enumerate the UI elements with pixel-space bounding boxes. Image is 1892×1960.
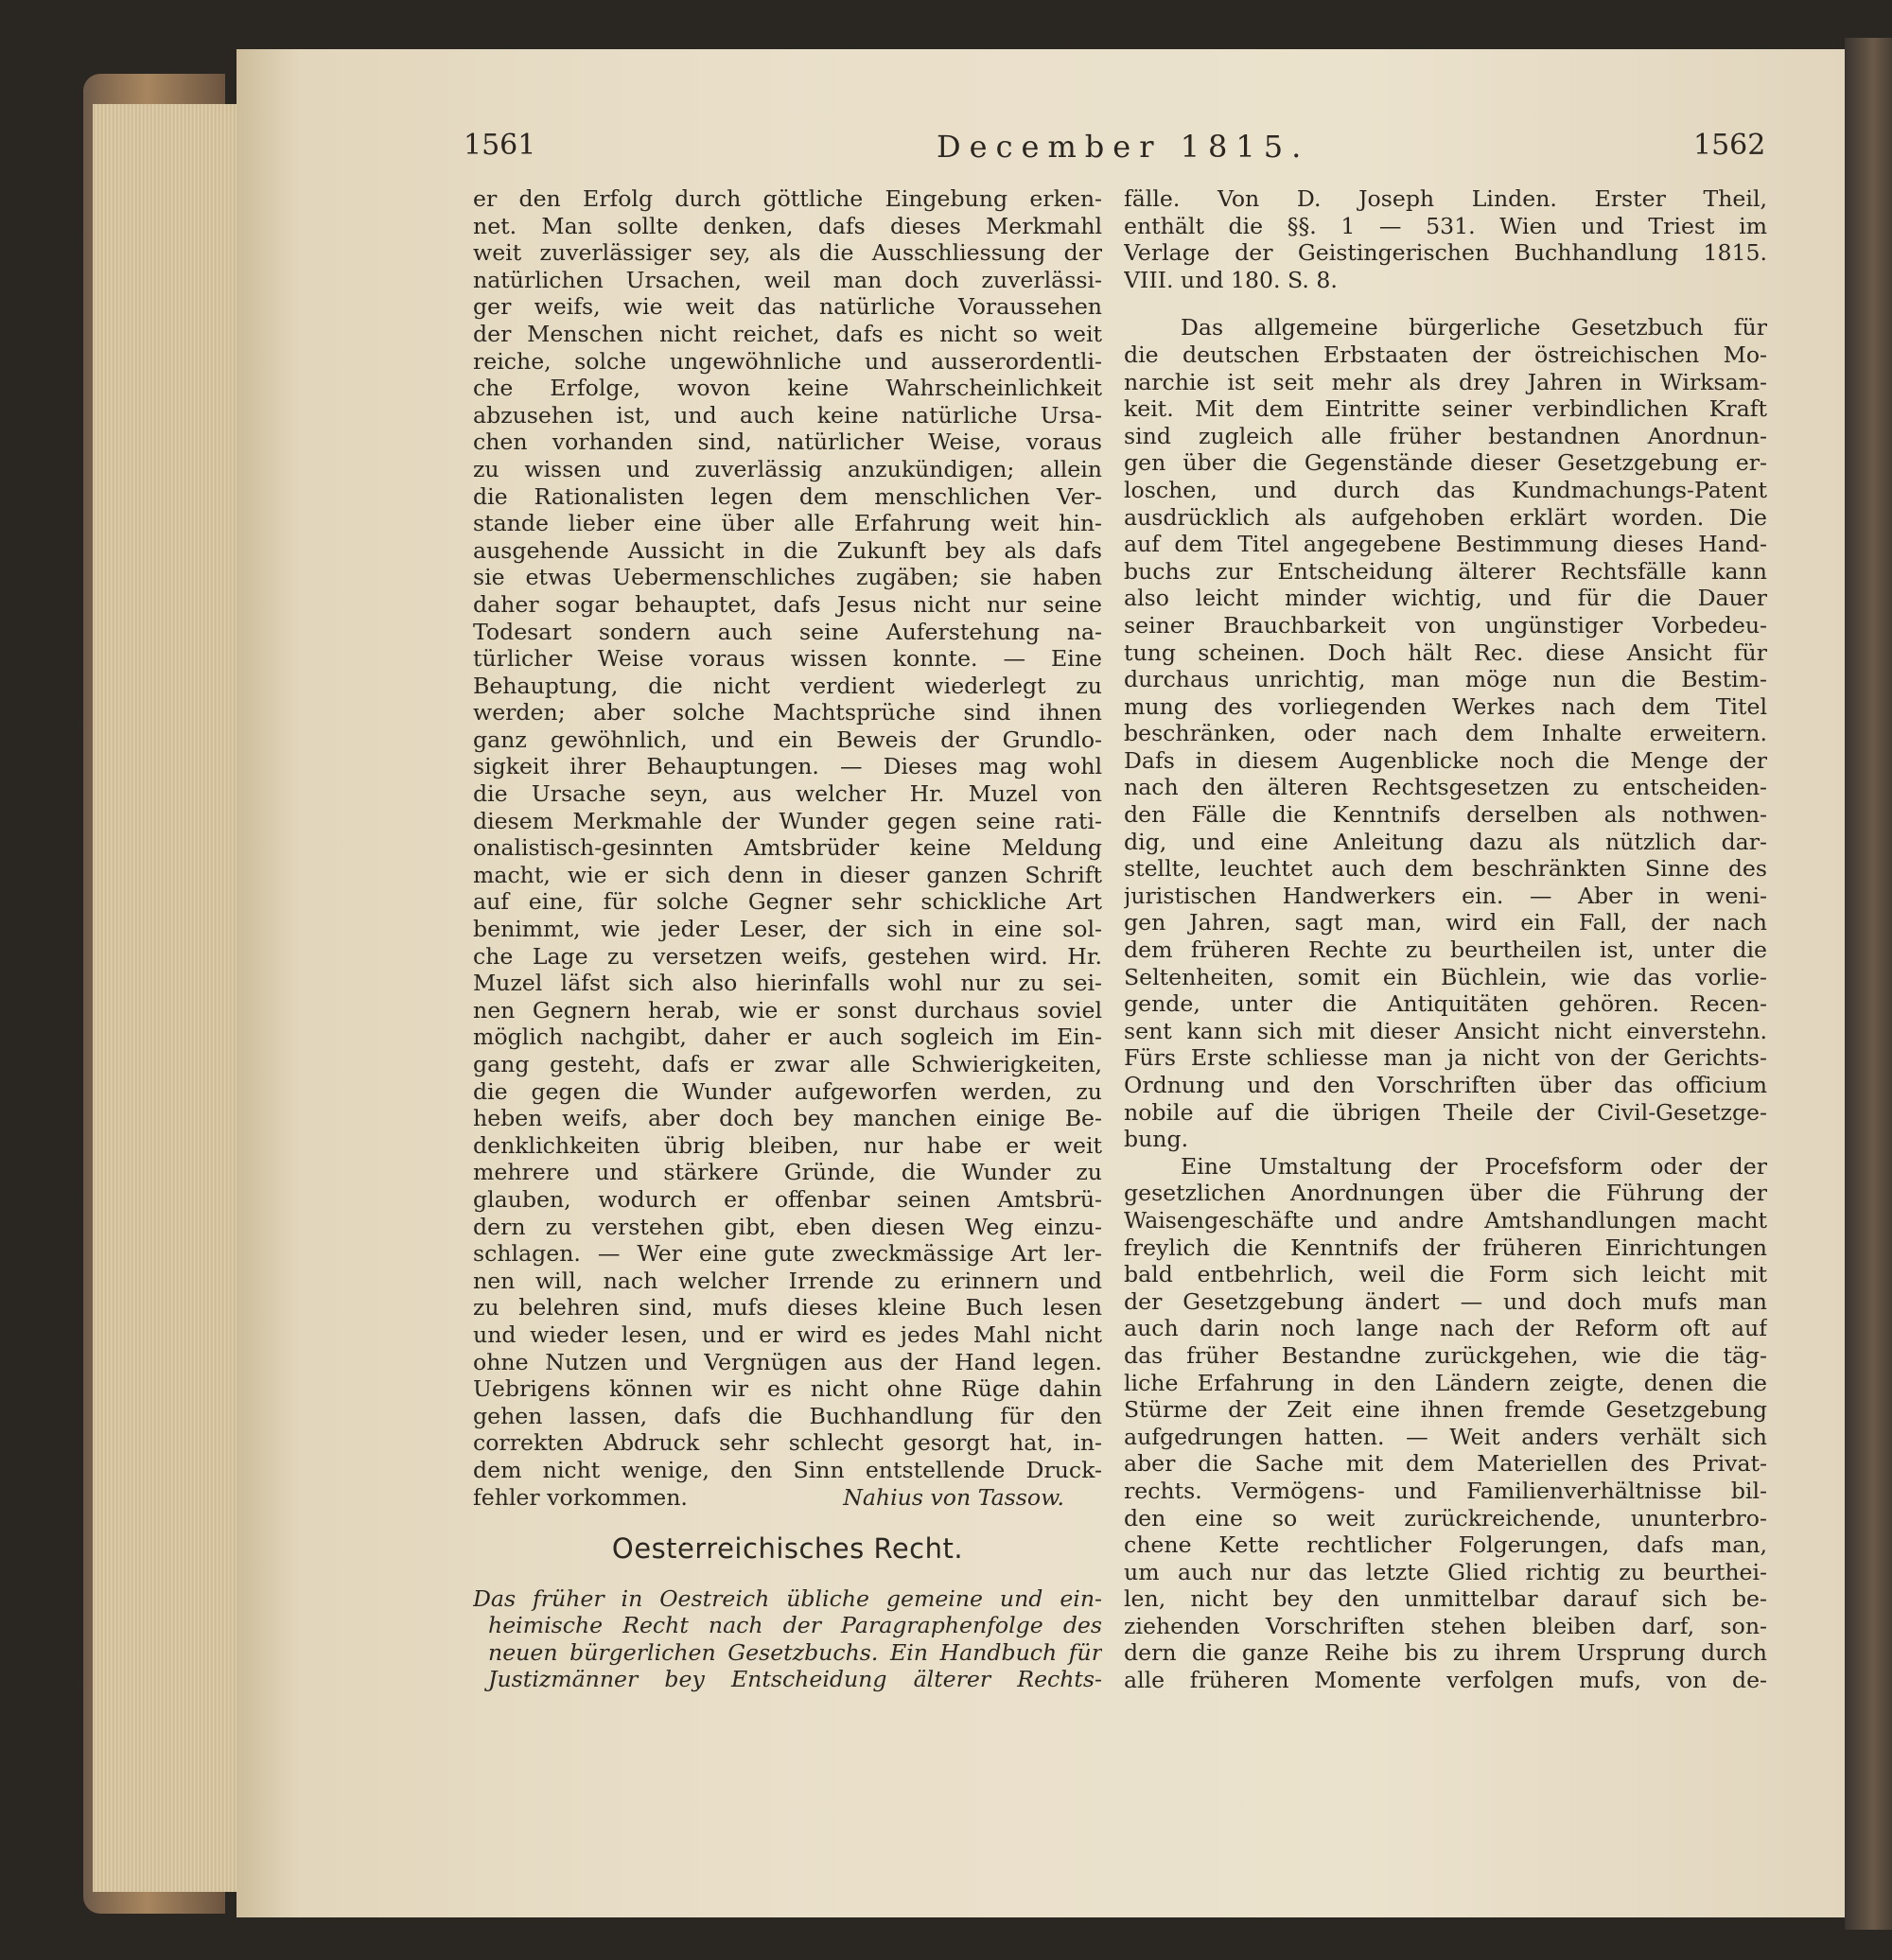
- text-line: Todesart sondern auch seine Auferstehung na-: [473, 618, 1102, 645]
- text-line: gesetzlichen Anordnungen über die Führung der: [1124, 1180, 1767, 1207]
- text-line: das früher Bestandne zurückgehen, wie die täg-: [1124, 1341, 1767, 1369]
- text-line: schlagen. — Wer eine gute zweckmässige Art ler-: [473, 1240, 1102, 1268]
- text-line: ziehenden Vorschriften stehen bleiben darf, son-: [1124, 1612, 1767, 1639]
- text-line: narchie ist seit mehr als drey Jahren in Wirksam-: [1124, 368, 1767, 395]
- right-column: [1124, 185, 1767, 1694]
- paragraph-2: [1124, 1153, 1767, 1694]
- text-line: werden; aber solche Machtsprüche sind ihnen: [473, 699, 1102, 726]
- text-line: buchs zur Entscheidung älterer Rechtsfälle kann: [1124, 557, 1767, 585]
- text-line: daher sogar behauptet, dafs Jesus nicht nur seine: [473, 590, 1102, 618]
- text-line: Muzel läfst sich also hierinfalls wohl nur zu sei-: [473, 970, 1102, 997]
- title-line: fälle. Von D. Joseph Linden. Erster Theil,: [1124, 185, 1767, 212]
- text-line: möglich nachgibt, daher er auch sogleich im Ein-: [473, 1024, 1102, 1051]
- text-line: heben weifs, aber doch bey manchen einige Be-: [473, 1105, 1102, 1132]
- book-title-left: [473, 1585, 1102, 1693]
- title-line: Justizmänner bey Entscheidung älterer Rechts-: [488, 1666, 1102, 1693]
- text-line: sind zugleich alle früher bestandnen Anordnun-: [1124, 422, 1767, 449]
- title-line: neuen bürgerlichen Gesetzbuchs. Ein Handbuch für: [488, 1638, 1102, 1666]
- text-line: che Erfolge, wovon keine Wahrscheinlichkeit: [473, 375, 1102, 402]
- text-line: stande lieber eine über alle Erfahrung weit hin-: [473, 510, 1102, 537]
- text-line: zu belehren sind, mufs dieses kleine Buch lesen: [473, 1294, 1102, 1321]
- title-line: Verlage der Geistingerischen Buchhandlung 1815.: [1124, 239, 1767, 267]
- text-line: freylich die Kenntnifs der früheren Einrichtungen: [1124, 1234, 1767, 1261]
- text-line: Stürme der Zeit eine ihnen fremde Gesetzgebung: [1124, 1396, 1767, 1424]
- text-line: aber die Sache mit dem Materiellen des Privat-: [1124, 1450, 1767, 1478]
- section-heading: Oesterreichisches Recht.: [611, 1532, 964, 1566]
- text-line: loschen, und durch das Kundmachungs-Patent: [1124, 476, 1767, 503]
- text-line: den Fälle die Kenntnifs derselben als nothwen-: [1124, 801, 1767, 829]
- text-line: türlicher Weise voraus wissen konnte. — Eine: [473, 645, 1102, 673]
- text-line: stellte, leuchtet auch dem beschränkten Sinne des: [1124, 855, 1767, 883]
- text-line: [473, 1484, 1102, 1512]
- text-line: benimmt, wie jeder Leser, der sich in eine sol-: [473, 916, 1102, 943]
- text-line: gang gesteht, dafs er zwar alle Schwierigkeiten,: [473, 1051, 1102, 1077]
- text-line: Seltenheiten, somit ein Büchlein, wie das vorlie-: [1124, 963, 1767, 990]
- text-line: gen Jahren, sagt man, wird ein Fall, der nach: [1124, 909, 1767, 936]
- text-line: nach den älteren Rechtsgesetzen zu entscheiden-: [1124, 774, 1767, 801]
- text-line: gehen lassen, dafs die Buchhandlung für den: [473, 1402, 1102, 1429]
- text-line: auf dem Titel angegebene Bestimmung dieses Hand-: [1124, 531, 1767, 558]
- text-line: ger weifs, wie weit das natürliche Voraussehen: [473, 293, 1102, 321]
- text-line: correkten Abdruck sehr schlecht gesorgt hat, in-: [473, 1429, 1102, 1457]
- text-line: macht, wie er sich denn in dieser ganzen Schrift: [473, 861, 1102, 888]
- text-line: der Gesetzgebung ändert — und doch mufs man: [1124, 1287, 1767, 1315]
- title-line: enthält die §§. 1 — 531. Wien und Triest im: [1124, 212, 1767, 239]
- book-right-edge: [1845, 38, 1892, 1930]
- page-number-right: 1562: [1693, 129, 1766, 162]
- text-line: die Ursache seyn, aus welcher Hr. Muzel von: [473, 780, 1102, 808]
- text-line: auf eine, für solche Gegner sehr schickliche Art: [473, 888, 1102, 916]
- text-line: nen Gegnern herab, wie er sonst durchaus soviel: [473, 996, 1102, 1024]
- title-line: VIII. und 180. S. 8.: [1124, 266, 1338, 293]
- text-line: den eine so weit zurückreichende, ununterbro-: [1124, 1504, 1767, 1531]
- text-line: auch darin noch lange nach der Reform oft auf: [1124, 1315, 1767, 1342]
- text-line: che Lage zu versetzen weifs, gestehen wird. Hr.: [473, 942, 1102, 970]
- text-line: abzusehen ist, und auch keine natürliche Ursa-: [473, 401, 1102, 429]
- closing-line: fehler vorkommen.: [473, 1483, 688, 1511]
- text-line: liche Erfahrung in den Ländern zeigte, denen die: [1124, 1369, 1767, 1396]
- text-line: bald entbehrlich, weil die Form sich leicht mit: [1124, 1261, 1767, 1288]
- text-line: len, nicht bey den unmittelbar darauf sich be-: [1124, 1585, 1767, 1613]
- paragraph-1: [1124, 314, 1767, 1152]
- text-line: also leicht minder wichtig, und für die Dauer: [1124, 585, 1767, 612]
- text-line: net. Man sollte denken, dafs dieses Merkmahl: [473, 212, 1102, 239]
- text-line: natürlichen Ursachen, weil man doch zuverlässi-: [473, 266, 1102, 293]
- text-line: die gegen die Wunder aufgeworfen werden, zu: [473, 1077, 1102, 1105]
- text-line: chen vorhanden sind, natürlicher Weise, voraus: [473, 429, 1102, 456]
- text-line: aufgedrungen hatten. — Weit anders verhält sich: [1124, 1423, 1767, 1450]
- running-title: December 1815.: [937, 129, 1310, 165]
- text-line: nobile auf die übrigen Theile der Civil-Gesetzge-: [1124, 1098, 1767, 1126]
- book-page: [236, 49, 1845, 1917]
- text-line: ohne Nutzen und Vergnügen aus der Hand legen.: [473, 1348, 1102, 1375]
- text-line: Uebrigens können wir es nicht ohne Rüge dahin: [473, 1375, 1102, 1403]
- text-line: dem nicht wenige, den Sinn entstellende Druck-: [473, 1456, 1102, 1483]
- text-line: Das allgemeine bürgerliche Gesetzbuch für: [1181, 314, 1767, 341]
- text-line: dem früheren Rechte zu beurtheilen ist, unter die: [1124, 936, 1767, 964]
- text-line: juristischen Handwerkers ein. — Aber in weni-: [1124, 882, 1767, 909]
- text-line: sent kann sich mit dieser Ansicht nicht einverstehn.: [1124, 1017, 1767, 1044]
- text-line: dern die ganze Reihe bis zu ihrem Ursprung durch: [1124, 1639, 1767, 1667]
- review-signature: Nahius von Tassow.: [843, 1483, 1064, 1511]
- text-line: keit. Mit dem Eintritte seiner verbindlichen Kraft: [1124, 395, 1767, 423]
- text-line: ganz gewöhnlich, und ein Beweis der Grundlo-: [473, 726, 1102, 753]
- text-line: er den Erfolg durch göttliche Eingebung erken-: [473, 185, 1102, 212]
- text-line: onalistisch-gesinnten Amtsbrüder keine Meldung: [473, 834, 1102, 862]
- text-line: dern zu verstehen gibt, eben diesen Weg einzu-: [473, 1213, 1102, 1240]
- text-line: glauben, wodurch er offenbar seinen Amtsbrü-: [473, 1185, 1102, 1213]
- title-line: heimische Recht nach der Paragraphenfolge des: [488, 1612, 1102, 1639]
- text-line: Ordnung und den Vorschriften über das officium: [1124, 1072, 1767, 1098]
- left-column-text: [473, 185, 1102, 1484]
- text-line: sie etwas Uebermenschliches zugäben; sie haben: [473, 564, 1102, 591]
- text-line: um auch nur das letzte Glied richtig zu beurthei-: [1124, 1558, 1767, 1585]
- text-line: gen über die Gegenstände dieser Gesetzgebung er-: [1124, 449, 1767, 477]
- text-line: dig, und eine Anleitung dazu als nützlich dar-: [1124, 828, 1767, 855]
- text-line: durchaus unrichtig, man möge nun die Bestim-: [1124, 666, 1767, 693]
- text-line: reiche, solche ungewöhnliche und ausserordentli-: [473, 347, 1102, 375]
- text-line: rechts. Vermögens- und Familienverhältnisse bil-: [1124, 1477, 1767, 1504]
- text-line: und wieder lesen, und er wird es jedes Mahl nicht: [473, 1321, 1102, 1348]
- text-line: ausgehende Aussicht in die Zukunft bey als dafs: [473, 536, 1102, 564]
- text-line: denklichkeiten übrig bleiben, nur habe er weit: [473, 1131, 1102, 1159]
- text-line: gende, unter die Antiquitäten gehören. Recen-: [1124, 990, 1767, 1018]
- text-line: weit zuverlässiger sey, als die Ausschliessung der: [473, 239, 1102, 267]
- text-line: der Menschen nicht reichet, dafs es nicht so weit: [473, 320, 1102, 347]
- text-line: zu wissen und zuverlässig anzukündigen; allein: [473, 455, 1102, 482]
- text-line: die Rationalisten legen dem menschlichen Ver-: [473, 482, 1102, 510]
- text-line: nen will, nach welcher Irrende zu erinnern und: [473, 1267, 1102, 1294]
- text-line: Fürs Erste schliesse man ja nicht von der Gerichts-: [1124, 1044, 1767, 1072]
- text-line: mehrere und stärkere Gründe, die Wunder zu: [473, 1159, 1102, 1186]
- text-line: die deutschen Erbstaaten der östreichischen Mo-: [1124, 341, 1767, 368]
- text-line: bung.: [1124, 1126, 1189, 1153]
- text-line: mung des vorliegenden Werkes nach dem Titel: [1124, 692, 1767, 720]
- text-line: Dafs in diesem Augenblicke noch die Menge der: [1124, 746, 1767, 774]
- text-line: tung scheinen. Doch hält Rec. diese Ansicht für: [1124, 639, 1767, 666]
- text-line: diesem Merkmahle der Wunder gegen seine rati-: [473, 807, 1102, 834]
- text-line: Eine Umstaltung der Procefsform oder der: [1181, 1152, 1767, 1180]
- book-title-right: [1124, 185, 1767, 293]
- title-line: Das früher in Oestreich übliche gemeine und ein-: [473, 1584, 1102, 1612]
- text-line: alle früheren Momente verfolgen mufs, von de-: [1124, 1667, 1767, 1694]
- text-line: sigkeit ihrer Behauptungen. — Dieses mag wohl: [473, 753, 1102, 780]
- text-line: beschränken, oder nach dem Inhalte erweitern.: [1124, 720, 1767, 747]
- text-line: seiner Brauchbarkeit von ungünstiger Vorbedeu-: [1124, 611, 1767, 639]
- left-column: [473, 185, 1102, 1693]
- text-line: Waisengeschäfte und andre Amtshandlungen macht: [1124, 1206, 1767, 1234]
- page-number-left: 1561: [464, 129, 536, 162]
- text-line: Behauptung, die nicht verdient wiederlegt zu: [473, 672, 1102, 699]
- text-line: chene Kette rechtlicher Folgerungen, dafs man,: [1124, 1531, 1767, 1559]
- text-line: ausdrücklich als aufgehoben erklärt worden. Die: [1124, 503, 1767, 531]
- spacer: [1124, 293, 1767, 314]
